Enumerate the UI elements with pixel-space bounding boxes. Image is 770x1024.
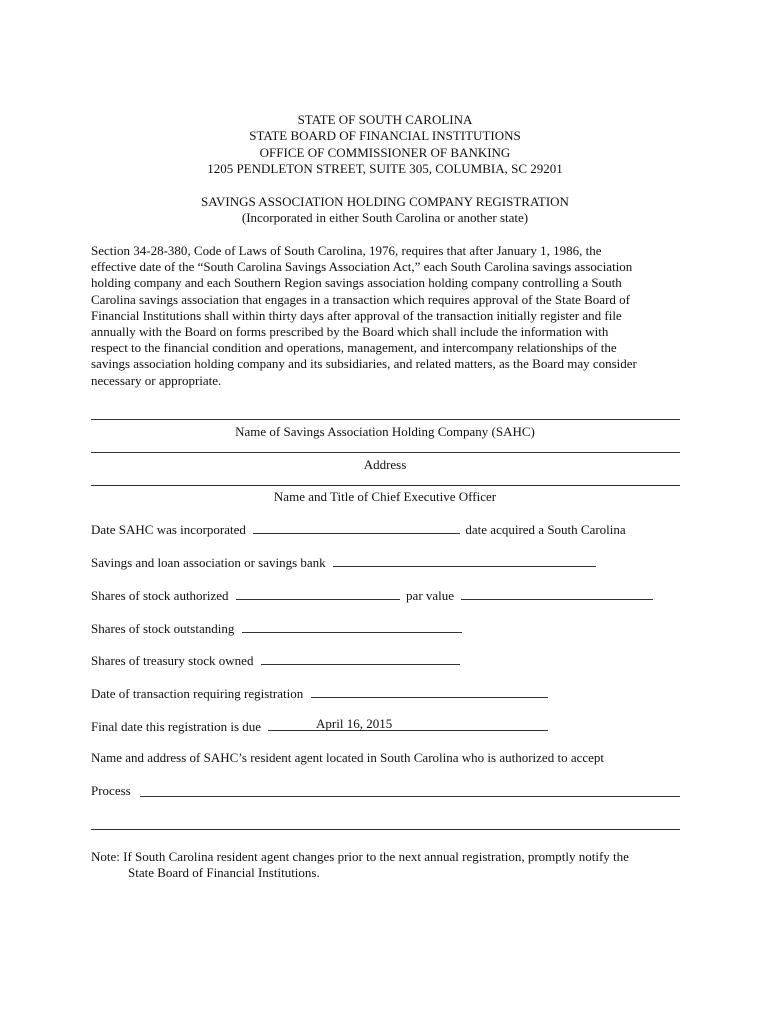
address-field[interactable] [91, 452, 680, 453]
header-address: 1205 PENDLETON STREET, SUITE 305, COLUMBIA, SC 29201 [207, 161, 563, 176]
header-office: OFFICE OF COMMISSIONER OF BANKING [259, 145, 511, 160]
final-date-value: April 16, 2015 [316, 716, 393, 731]
intro-line: necessary or appropriate. [91, 372, 222, 388]
savings-loan-field[interactable] [333, 554, 596, 567]
header-board: STATE BOARD OF FINANCIAL INSTITUTIONS [249, 128, 521, 143]
treasury-stock-field[interactable] [261, 652, 460, 665]
note-line-1: Note: If South Carolina resident agent changes prior to the next annual registration, promptly notify the [91, 849, 629, 864]
process-field[interactable] [140, 796, 680, 797]
intro-line: Section 34-28-380, Code of Laws of South Carolina, 1976, requires that after January 1, 1986, the [91, 243, 602, 258]
shares-outstanding-label: Shares of stock outstanding [91, 621, 235, 636]
transaction-date-field[interactable] [311, 685, 548, 698]
process-label: Process [91, 783, 131, 798]
sahc-name-label: Name of Savings Association Holding Company (SAHC) [235, 424, 535, 439]
intro-line: savings association holding company and its subsidiaries, and related matters, as the Board may consider [91, 356, 637, 372]
treasury-stock-label: Shares of treasury stock owned [91, 653, 254, 668]
par-value-label: par value [406, 588, 455, 603]
intro-line: Carolina savings association that engages in a transaction which requires approval of the State Board of [91, 291, 630, 307]
address-label: Address [363, 457, 407, 472]
date-incorporated-label: Date SAHC was incorporated [91, 522, 246, 537]
shares-authorized-field[interactable] [236, 587, 400, 600]
savings-loan-label: Savings and loan association or savings bank [91, 555, 326, 570]
header-state: STATE OF SOUTH CAROLINA [297, 112, 473, 127]
intro-paragraph [91, 243, 681, 389]
sahc-name-field[interactable] [91, 419, 680, 420]
shares-authorized-label: Shares of stock authorized [91, 588, 229, 603]
par-value-field[interactable] [461, 587, 653, 600]
process-field-line-2[interactable] [91, 829, 680, 830]
date-acquired-label: date acquired a South Carolina [465, 522, 626, 537]
resident-agent-label: Name and address of SAHC’s resident agent located in South Carolina who is authorized to accept [91, 750, 605, 765]
note-line-2: State Board of Financial Institutions. [128, 865, 320, 880]
intro-line: effective date of the “South Carolina Savings Association Act,” each South Carolina savings association [91, 259, 633, 275]
form-subtitle: (Incorporated in either South Carolina or another state) [241, 210, 529, 225]
final-date-field[interactable] [268, 718, 548, 731]
intro-line: respect to the financial condition and operations, management, and intercompany relationships of the [91, 340, 617, 356]
date-incorporated-field[interactable] [253, 521, 460, 534]
form-title: SAVINGS ASSOCIATION HOLDING COMPANY REGISTRATION [201, 194, 569, 209]
ceo-label: Name and Title of Chief Executive Officer [273, 489, 497, 504]
shares-outstanding-field[interactable] [242, 620, 462, 633]
intro-line: annually with the Board on forms prescribed by the Board which shall include the information with [91, 324, 609, 340]
final-date-label: Final date this registration is due [91, 719, 262, 734]
intro-line: holding company and each Southern Region savings association holding company controlling a South [91, 275, 622, 291]
transaction-date-label: Date of transaction requiring registration [91, 686, 304, 701]
ceo-field[interactable] [91, 485, 680, 486]
intro-line: Financial Institutions shall within thirty days after approval of the transaction initially register and file [91, 307, 622, 323]
